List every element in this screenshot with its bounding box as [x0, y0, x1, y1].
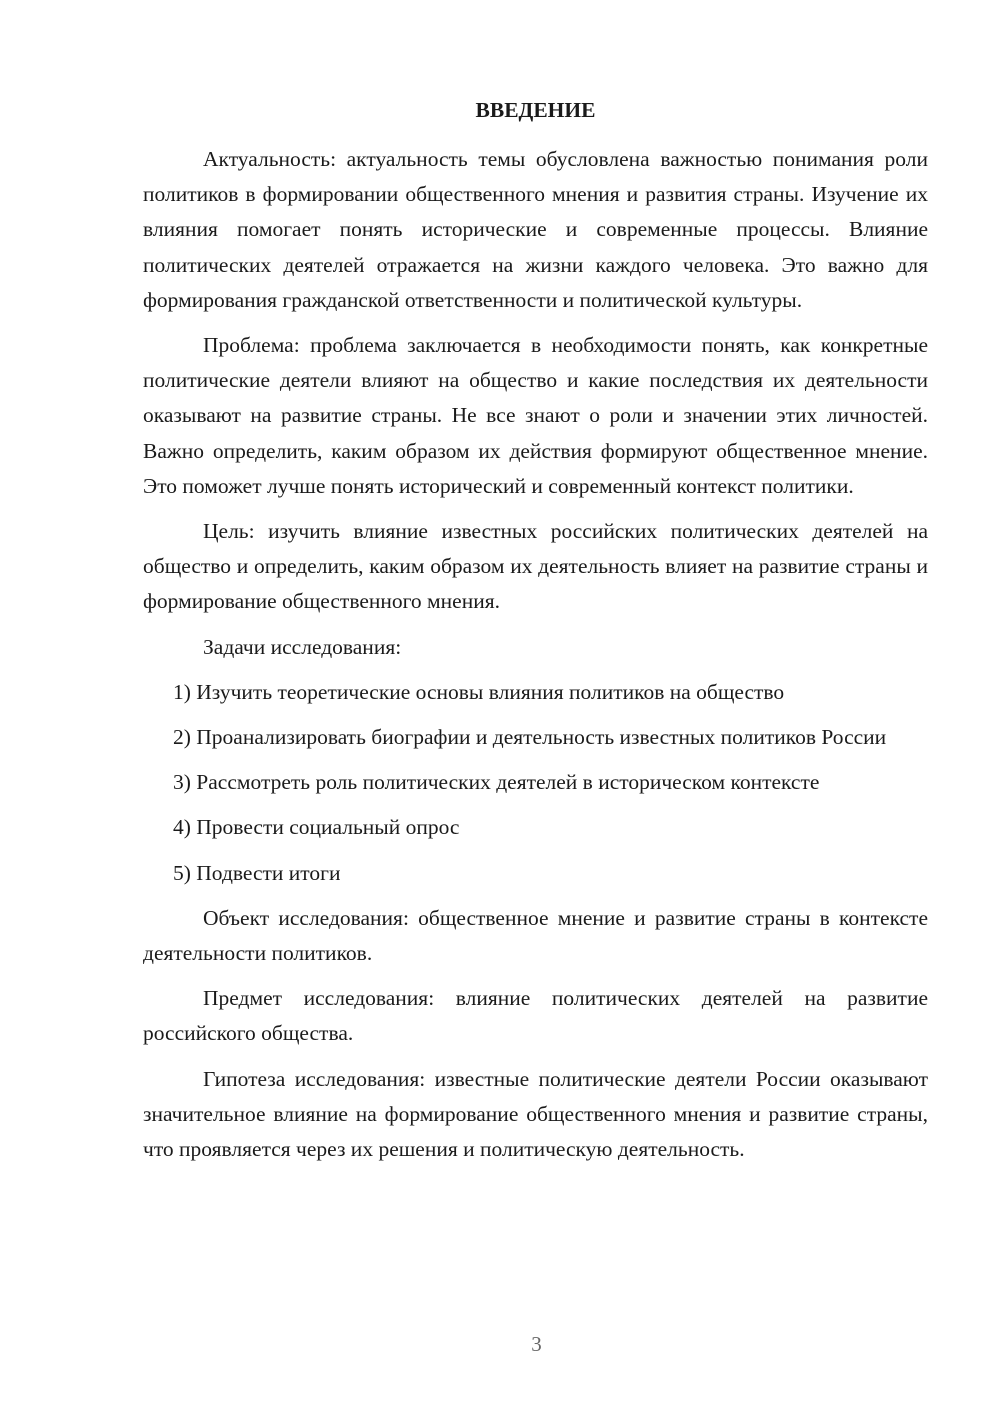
task-item: 3) Рассмотреть роль политических деятелей в историческом контексте: [173, 770, 820, 795]
task-item: 2) Проанализировать биографии и деятельность известных политиков России: [173, 725, 887, 750]
problem-paragraph: Проблема: проблема заключается в необходимости понять, как конкретные политические деятели влияют на общество и какие последствия их деятельности оказывают на развитие страны. Не все знают о роли и значении этих личностей. Важно определить, каким образом их действия формируют общественное мнение. Это поможет лучше понять исторический и современный контекст политики.: [143, 333, 928, 498]
page-content: [143, 92, 928, 1177]
relevance-paragraph: Актуальность: актуальность темы обусловлена важностью понимания роли политиков в формировании общественного мнения и развития страны. Изучение их влияния помогает понять исторические и современные процессы. Влияние политических деятелей отражается на жизни каждого человека. Это важно для формирования гражданской ответственности и политической культуры.: [143, 147, 928, 312]
hypothesis-paragraph: Гипотеза исследования: известные политические деятели России оказывают значительное влияние на формирование общественного мнения и развитие страны, что проявляется через их решения и политическую деятельность.: [143, 1066, 928, 1162]
subject-paragraph: Предмет исследования: влияние политических деятелей на развитие российского общества.: [143, 986, 928, 1046]
task-item: 1) Изучить теоретические основы влияния политиков на общество: [173, 679, 785, 704]
object-paragraph: Объект исследования: общественное мнение и развитие страны в контексте деятельности политиков.: [143, 905, 928, 966]
section-title: ВВЕДЕНИЕ: [475, 98, 596, 122]
task-item: 4) Провести социальный опрос: [173, 815, 460, 840]
task-item: 5) Подвести итоги: [173, 860, 341, 885]
tasks-heading: Задачи исследования:: [203, 634, 402, 659]
goal-paragraph: Цель: изучить влияние известных российских политических деятелей на общество и определить, каким образом их деятельность влияет на развитие страны и формирование общественного мнения.: [143, 519, 928, 614]
page-number: 3: [531, 1332, 542, 1356]
tasks-list: [143, 675, 928, 891]
